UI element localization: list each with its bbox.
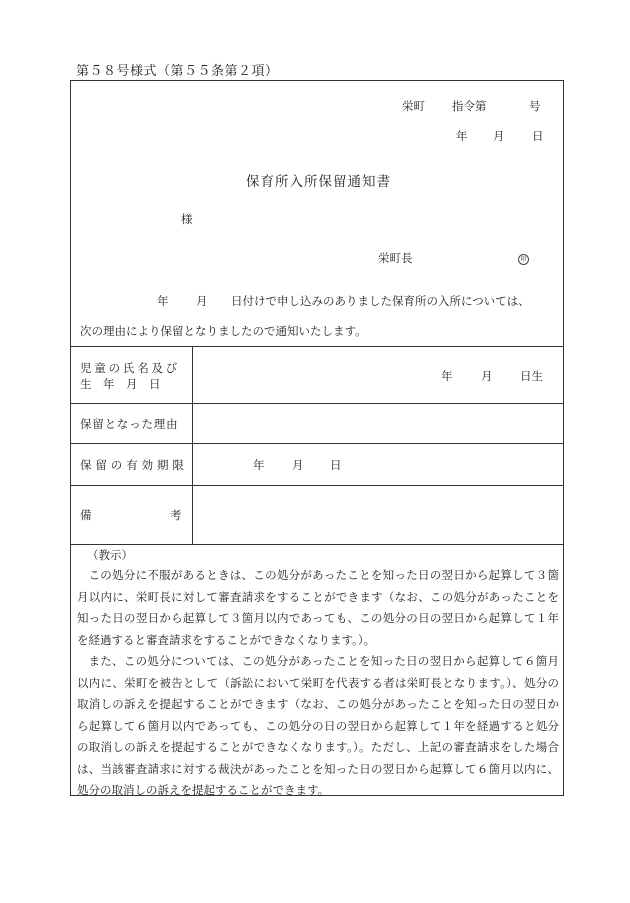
remarks-label-left: 備 — [80, 508, 92, 522]
notice-paragraph-2: また、この処分については、この処分があったことを知った日の翌日から起算して６箇月以内に、栄町を被告として（訴訟において栄町を代表する者は栄町長となります。）、処分の取消しの訴えを提起することができます（なお、この処分があったことを知った日の翌日から起算して６箇月以内であっても、この処分の日の翌日から起算して１年を経過すると処分の取消しの訴えを提起することができなくなります。）。ただし、上記の審査請求をした場合は、当該審査請求に対する裁決があったことを知った日の翌日から起算して６箇月以内に、処分の取消しの訴えを提起することができます。 — [77, 654, 559, 797]
remarks-label-right: 考 — [170, 508, 182, 522]
seal-icon: 印 — [518, 254, 529, 265]
birth-year-label: 年 — [441, 369, 453, 383]
date-day-label: 日 — [532, 129, 544, 143]
number-suffix: 号 — [529, 99, 541, 113]
table-rule — [71, 443, 563, 444]
form-number: 第５８号様式（第５５条第２項） — [76, 64, 279, 79]
addressee-honorific: 様 — [181, 212, 193, 226]
birth-month-label: 月 — [481, 369, 493, 383]
birth-day-label: 日生 — [520, 369, 543, 383]
validity-day-label: 日 — [330, 458, 342, 472]
date-year-label: 年 — [456, 129, 468, 143]
notice-heading: （教示） — [87, 548, 133, 562]
town-name: 栄町 — [402, 99, 425, 113]
validity-year-label: 年 — [253, 458, 265, 472]
validity-month-label: 月 — [292, 458, 304, 472]
date-month-label: 月 — [493, 129, 505, 143]
table-top-rule — [71, 346, 563, 347]
intro-line2: 次の理由により保留となりましたので通知いたします。 — [80, 324, 367, 338]
child-name-label-line2: 生 年 月 日 — [80, 377, 161, 391]
seal-mark — [518, 253, 529, 265]
table-rule — [71, 485, 563, 486]
hold-validity-label: 保留の有効期限 — [80, 458, 188, 472]
notice-paragraph-1: この処分に不服があるときは、この処分があったことを知った日の翌日から起算して３箇月以内に、栄町長に対して審査請求をすることができます（なお、この処分があったことを知った日の翌日から起算して３箇月以内であっても、この処分の日の翌日から起算して１年を経過すると審査請求をすることができなくなります。）。 — [77, 568, 559, 647]
intro-month-label: 月 — [196, 294, 208, 308]
issuer-title: 栄町長 — [378, 251, 413, 265]
table-column-divider — [192, 346, 193, 544]
table-bottom-rule — [71, 544, 563, 545]
hold-reason-label: 保留となった理由 — [80, 417, 179, 431]
document-title: 保育所入所保留通知書 — [246, 174, 391, 190]
table-rule — [71, 403, 563, 404]
notice-form — [70, 80, 564, 796]
intro-year-label: 年 — [157, 294, 169, 308]
child-name-label-line1: 児童の氏名及び — [80, 361, 181, 375]
directive-label: 指令第 — [452, 99, 487, 113]
intro-line1: 日付けで申し込みのありました保育所の入所については、 — [231, 294, 530, 308]
